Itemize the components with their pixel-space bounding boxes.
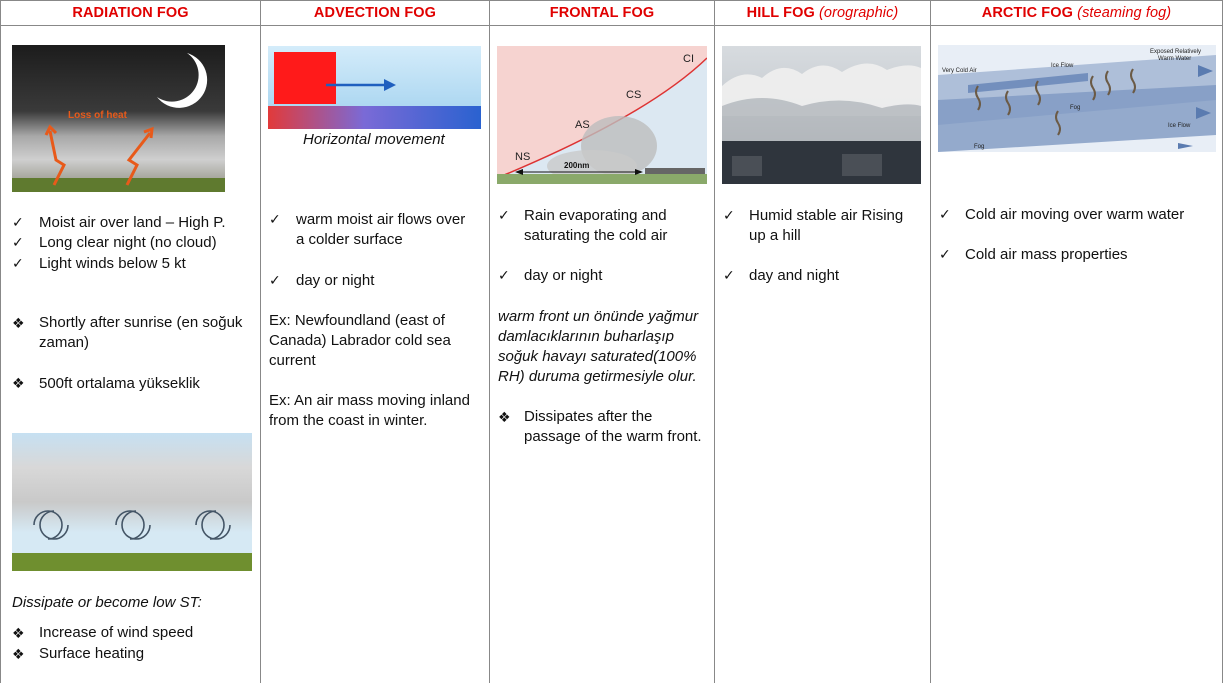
advection-caption: Horizontal movement — [303, 131, 445, 148]
check-mark: ✓ — [269, 211, 281, 227]
dissipate-2: Surface heating — [39, 645, 145, 662]
frontal-bullet-line2: passage of the warm front. — [524, 428, 702, 445]
very-cold-air-label: Very Cold Air — [942, 68, 977, 74]
ci-label: CI — [683, 53, 694, 65]
advection-fog-header: ADVECTION FOG — [261, 0, 489, 26]
advection-check-1-line2: a colder surface — [296, 231, 403, 248]
arctic-check-2: Cold air mass properties — [965, 246, 1128, 263]
hill-fog-column — [715, 0, 931, 683]
advection-check-1-line1: warm moist air flows over — [296, 211, 466, 228]
frontal-check-1-line2: saturating the cold air — [524, 227, 668, 244]
advection-example-1-line2: Canada) Labrador cold sea — [269, 332, 451, 349]
exposed-label: Exposed Relatively — [1150, 49, 1202, 55]
hill-fog-photo — [722, 46, 921, 184]
radiation-mixing-image — [12, 433, 252, 571]
fog-mid-label: Fog — [1070, 105, 1081, 111]
warm-water-label: Warm Water — [1158, 56, 1192, 62]
ice-flow-right-label: Ice Flow — [1168, 123, 1191, 129]
frontal-bullet-line1: Dissipates after the — [524, 408, 653, 425]
check-mark: ✓ — [723, 267, 735, 283]
radiation-night-image — [12, 45, 225, 192]
radiation-check-3: Light winds below 5 kt — [39, 255, 186, 272]
arctic-fog-column — [931, 0, 1223, 683]
radiation-fog-header: RADIATION FOG — [1, 0, 260, 26]
advection-example-1-line3: current — [269, 352, 316, 369]
check-mark: ✓ — [939, 206, 951, 222]
radiation-check-2: Long clear night (no cloud) — [39, 234, 217, 251]
diamond-bullet: ❖ — [498, 409, 511, 425]
radiation-bullet-2: 500ft ortalama yükseklik — [39, 375, 200, 392]
cs-label: CS — [626, 89, 642, 101]
loss-of-heat-label: Loss of heat — [68, 110, 127, 121]
frontal-note-line4: RH) duruma getirmesiyle olur. — [498, 368, 697, 385]
arctic-check-1: Cold air moving over warm water — [965, 206, 1185, 223]
as-label: AS — [575, 119, 590, 131]
arctic-diagram — [938, 45, 1216, 152]
hill-check-1-line1: Humid stable air Rising — [749, 207, 904, 224]
diamond-bullet: ❖ — [12, 646, 25, 662]
radiation-fog-column — [1, 0, 261, 683]
advection-diagram — [268, 46, 481, 129]
frontal-diagram — [497, 46, 707, 184]
check-mark: ✓ — [498, 207, 510, 223]
check-mark: ✓ — [12, 255, 24, 271]
diamond-bullet: ❖ — [12, 625, 25, 641]
hill-check-1-line2: up a hill — [749, 227, 801, 244]
distance-label: 200nm — [564, 161, 590, 170]
hill-fog-header: HILL FOG (orographic) — [715, 0, 930, 26]
check-mark: ✓ — [12, 234, 24, 250]
advection-example-1-line1: Ex: Newfoundland (east of — [269, 312, 445, 329]
hill-check-2: day and night — [749, 267, 840, 284]
frontal-fog-column — [490, 0, 715, 683]
advection-example-2-line1: Ex: An air mass moving inland — [269, 392, 470, 409]
frontal-note-line3: soğuk havayı saturated(100% — [498, 348, 697, 365]
advection-fog-column — [261, 0, 490, 683]
frontal-check-2: day or night — [524, 267, 603, 284]
check-mark: ✓ — [12, 214, 24, 230]
ns-label: NS — [515, 151, 531, 163]
radiation-bullet-1-line2: zaman) — [39, 334, 90, 351]
check-mark: ✓ — [498, 267, 510, 283]
dissipate-1: Increase of wind speed — [39, 624, 194, 641]
frontal-note-line1: warm front un önünde yağmur — [498, 308, 699, 325]
diamond-bullet: ❖ — [12, 315, 25, 331]
diamond-bullet: ❖ — [12, 375, 25, 391]
fog-low-label: Fog — [974, 144, 985, 150]
frontal-note-line2: damlacıklarının buharlaşıp — [498, 328, 674, 345]
ice-flow-top-label: Ice Flow — [1051, 63, 1074, 69]
check-mark: ✓ — [939, 246, 951, 262]
radiation-bullet-1-line1: Shortly after sunrise (en soğuk — [39, 314, 243, 331]
arctic-fog-header: ARCTIC FOG (steaming fog) — [931, 0, 1222, 26]
frontal-check-1-line1: Rain evaporating and — [524, 207, 667, 224]
frontal-fog-header: FRONTAL FOG — [490, 0, 714, 26]
check-mark: ✓ — [723, 207, 735, 223]
radiation-check-1: Moist air over land – High P. — [39, 214, 226, 231]
advection-example-2-line2: from the coast in winter. — [269, 412, 428, 429]
advection-check-2: day or night — [296, 272, 375, 289]
check-mark: ✓ — [269, 272, 281, 288]
dissipate-title: Dissipate or become low ST: — [12, 594, 202, 611]
